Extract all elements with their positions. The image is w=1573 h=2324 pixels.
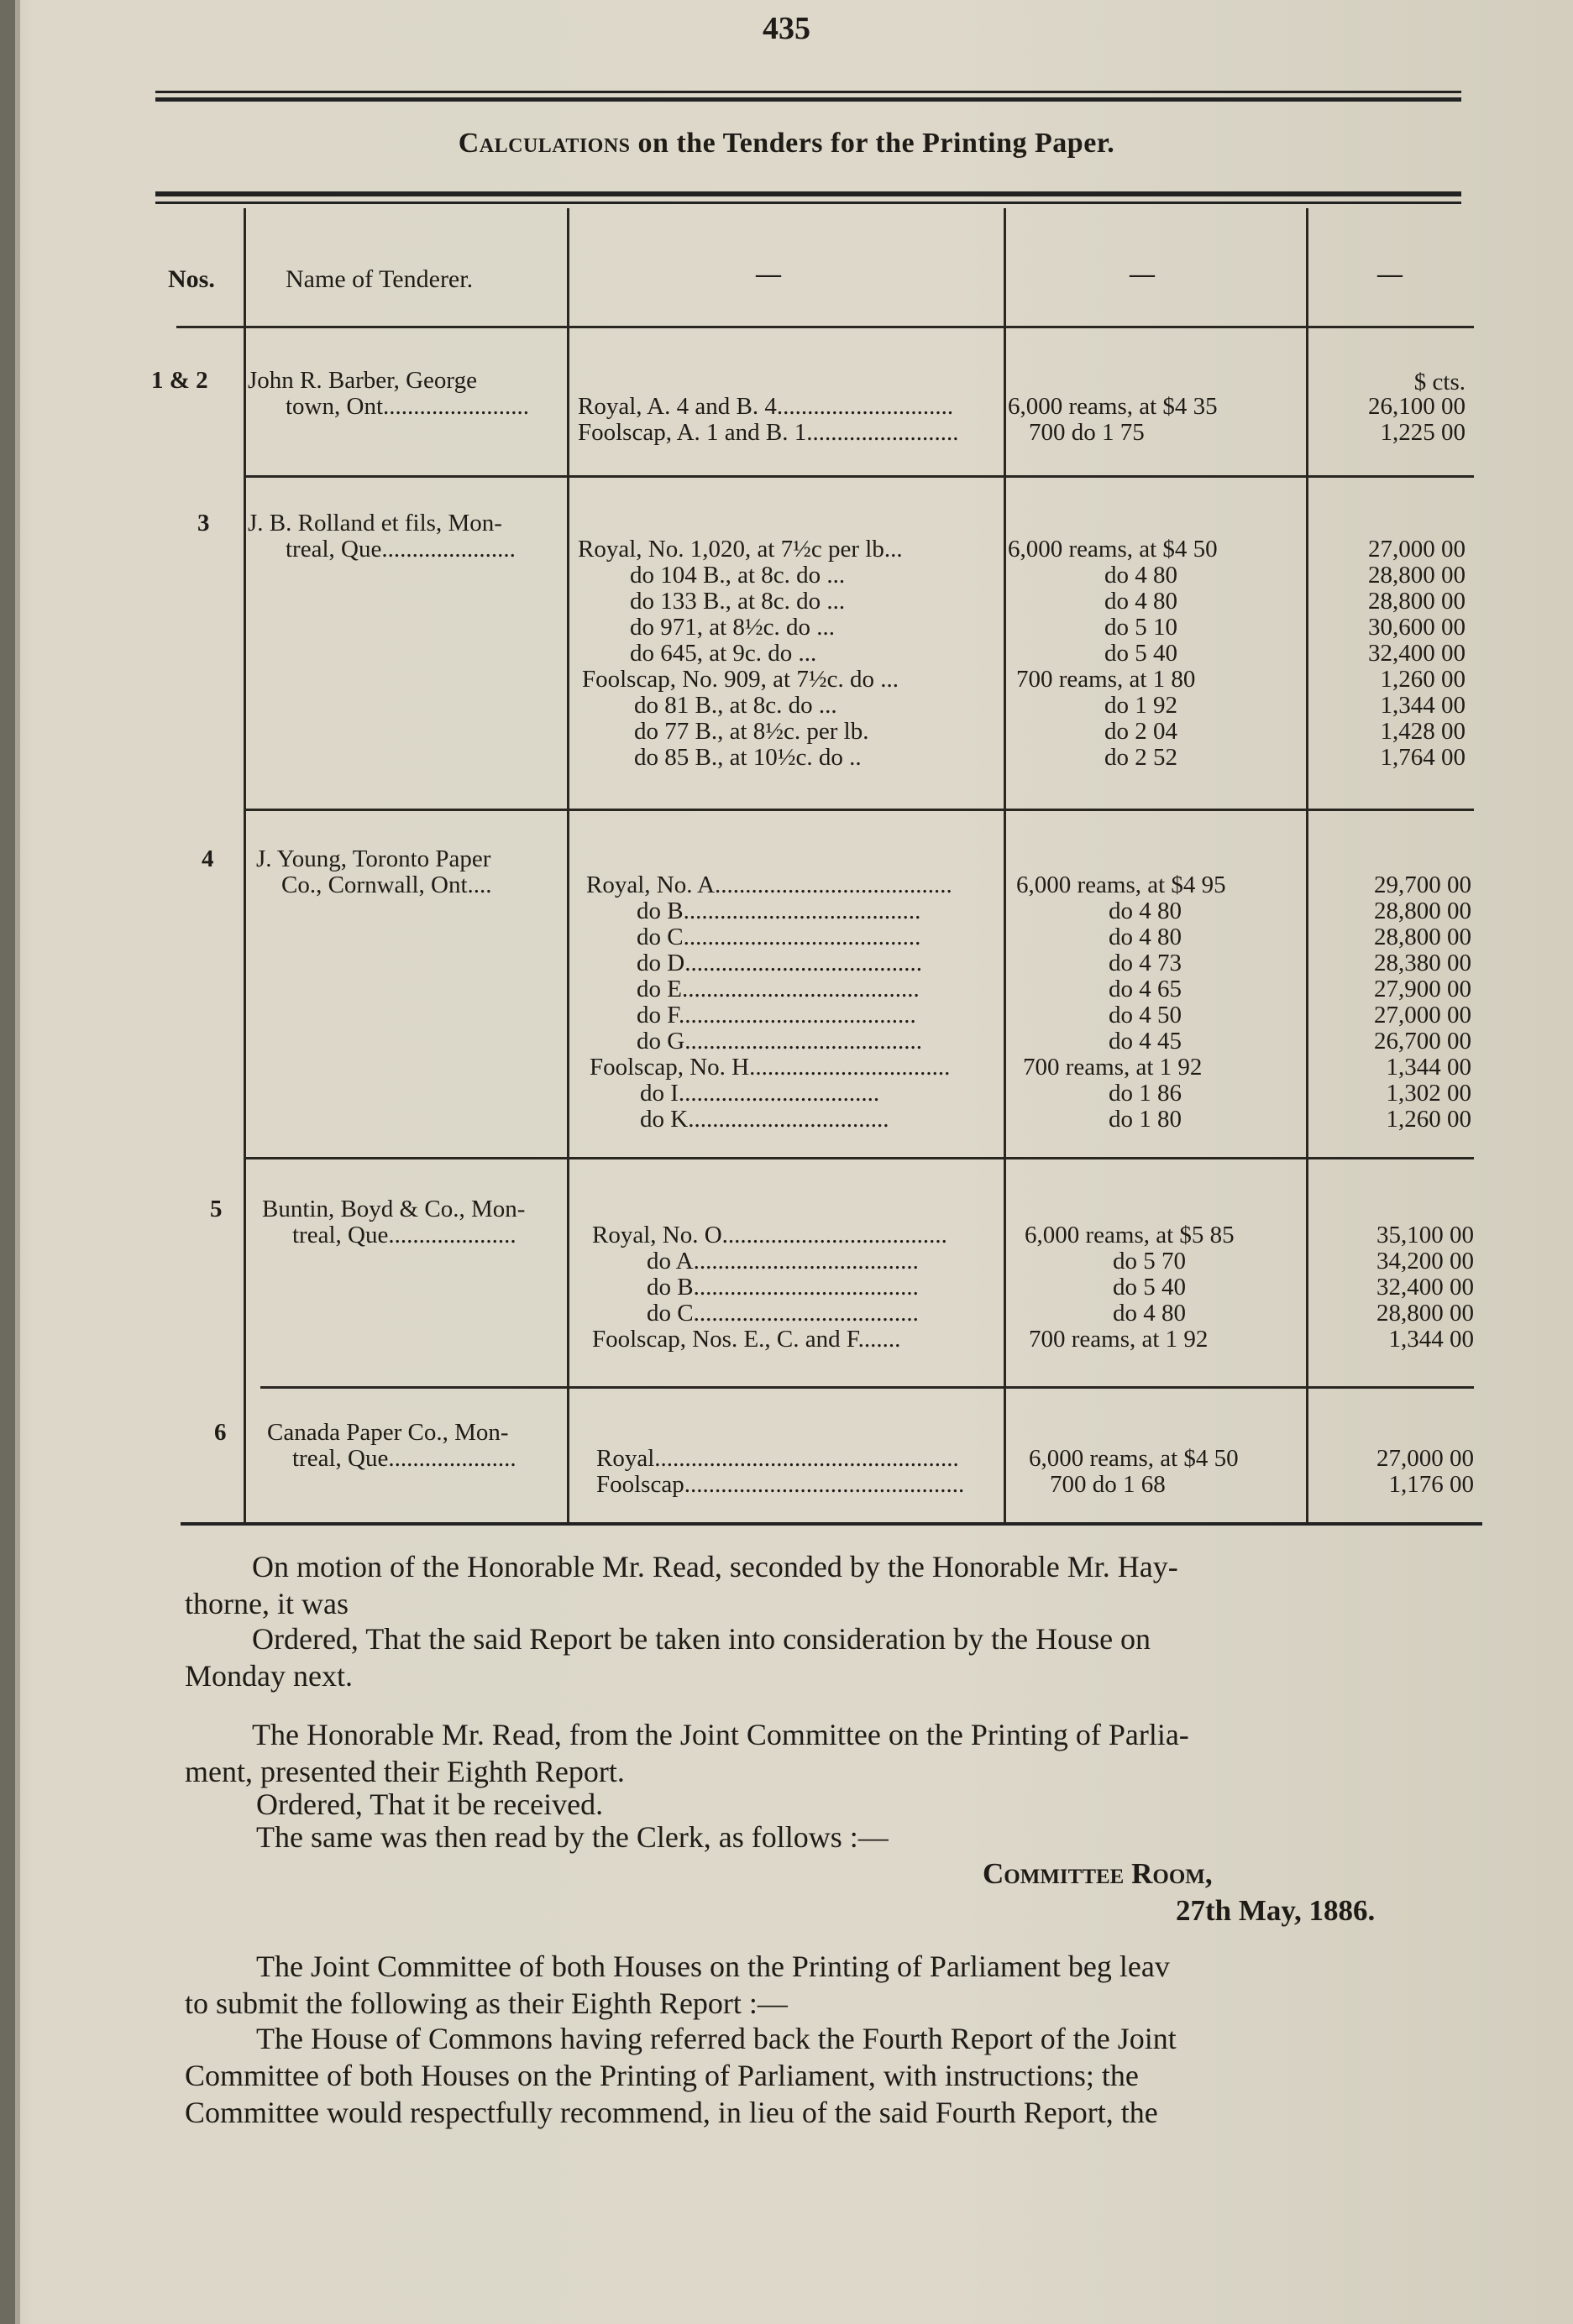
paragraph-commons-line3: Committee would respectfully recommend, in lieu of the said Fourth Report, the <box>185 2096 1158 2129</box>
item-qty: do 4 50 <box>1109 1002 1182 1029</box>
item-total: 1,344 00 <box>1386 1054 1471 1081</box>
paragraph-ordered-line2: Monday next. <box>185 1659 353 1693</box>
paragraph-commons-line2: Committee of both Houses on the Printing of Parliament, with instructions; the <box>185 2059 1139 2092</box>
item-total: 32,400 00 <box>1368 640 1466 667</box>
item-qty: do 5 70 <box>1113 1248 1186 1275</box>
item-desc: do 971, at 8½c. do ... <box>630 614 836 641</box>
table-bottom-rule <box>181 1522 1482 1526</box>
tenderer-name: Canada Paper Co., Mon- <box>267 1419 509 1446</box>
header-nos: Nos. <box>168 265 215 293</box>
item-qty: do 4 80 <box>1113 1300 1186 1327</box>
item-desc: do 81 B., at 8c. do ... <box>634 692 837 719</box>
item-qty: do 1 92 <box>1104 692 1177 719</box>
item-total: 1,225 00 <box>1380 419 1466 446</box>
group-no: 1 & 2 <box>151 367 208 394</box>
item-desc: do I................................. <box>640 1080 880 1107</box>
item-qty: 6,000 reams, at $4 95 <box>1016 872 1226 898</box>
item-qty: do 4 73 <box>1109 950 1182 976</box>
item-qty: do 2 52 <box>1104 744 1177 771</box>
item-total: 34,200 00 <box>1376 1248 1474 1275</box>
item-total: 1,344 00 <box>1380 692 1466 719</box>
paragraph-committee-line2: to submit the following as their Eighth Report :— <box>185 1986 788 2020</box>
table-top-rule <box>155 191 1461 196</box>
item-qty: 700 reams, at 1 92 <box>1029 1326 1209 1353</box>
paragraph-ordered-line1: Ordered, That the said Report be taken into consideration by the House on <box>252 1622 1151 1656</box>
group-rule <box>244 475 1474 478</box>
item-total: 27,000 00 <box>1368 536 1466 563</box>
tenders-table <box>151 208 1474 1531</box>
item-desc: do 77 B., at 8½c. per lb. <box>634 718 869 745</box>
item-desc: Foolscap, Nos. E., C. and F....... <box>592 1326 901 1353</box>
table-title <box>0 128 1573 160</box>
item-qty: 6,000 reams, at $4 50 <box>1029 1445 1239 1472</box>
item-desc: do C....................................... <box>637 924 921 950</box>
item-total: 1,764 00 <box>1380 744 1466 771</box>
tenderer-name: treal, Que...................... <box>286 536 516 563</box>
item-total: 1,260 00 <box>1380 666 1466 693</box>
col-divider-4 <box>1306 208 1308 1524</box>
item-total: 26,100 00 <box>1368 393 1466 420</box>
item-qty: do 1 80 <box>1109 1106 1182 1133</box>
item-desc: Royal, No. 1,020, at 7½c per lb... <box>578 536 903 563</box>
item-desc: do 85 B., at 10½c. do .. <box>634 744 862 771</box>
item-qty: 700 do 1 75 <box>1029 419 1145 446</box>
group-no: 6 <box>214 1419 227 1446</box>
tenderer-name: Co., Cornwall, Ont.... <box>281 872 492 898</box>
item-total: 32,400 00 <box>1376 1274 1474 1301</box>
item-total: 28,800 00 <box>1368 588 1466 615</box>
group-rule <box>260 1386 1474 1389</box>
paragraph-report-line2: ment, presented their Eighth Report. <box>185 1755 625 1788</box>
item-desc: Foolscap.............................................. <box>596 1471 965 1498</box>
item-desc: Royal.................................................. <box>596 1445 959 1472</box>
currency-header: $ cts. <box>1413 369 1466 395</box>
item-qty: do 5 10 <box>1104 614 1177 641</box>
item-desc: Royal, A. 4 and B. 4............................. <box>578 393 954 420</box>
header-name: Name of Tenderer. <box>286 265 474 293</box>
item-qty: do 4 65 <box>1109 976 1182 1002</box>
item-desc: Foolscap, A. 1 and B. 1......................... <box>578 419 959 446</box>
item-qty: do 2 04 <box>1104 718 1177 745</box>
item-qty: 700 reams, at 1 80 <box>1016 666 1196 693</box>
header-col3: — <box>756 260 781 288</box>
group-rule <box>244 809 1474 811</box>
group-no: 4 <box>202 845 214 872</box>
paragraph-received: Ordered, That it be received. <box>256 1787 604 1821</box>
paragraph-report-line1: The Honorable Mr. Read, from the Joint Committee on the Printing of Parlia- <box>252 1718 1189 1751</box>
item-qty: do 4 80 <box>1109 898 1182 924</box>
item-total: 28,800 00 <box>1374 898 1471 924</box>
item-total: 1,302 00 <box>1386 1080 1471 1107</box>
item-total: 26,700 00 <box>1374 1028 1471 1055</box>
item-qty: 6,000 reams, at $4 50 <box>1008 536 1218 563</box>
group-rule <box>244 1157 1474 1159</box>
paragraph-motion-line1: On motion of the Honorable Mr. Read, seconded by the Honorable Mr. Hay- <box>252 1550 1178 1583</box>
item-desc: do 104 B., at 8c. do ... <box>630 562 846 589</box>
book-spine <box>0 0 15 2324</box>
report-date: 27th May, 1886. <box>1176 1894 1376 1927</box>
item-total: 28,800 00 <box>1374 924 1471 950</box>
header-rule <box>176 326 1474 328</box>
item-qty: do 4 80 <box>1104 588 1177 615</box>
col-divider-3 <box>1004 208 1006 1524</box>
tenderer-name: treal, Que..................... <box>292 1445 516 1472</box>
top-rule-thick <box>155 97 1461 102</box>
item-desc: Foolscap, No. 909, at 7½c. do ... <box>582 666 899 693</box>
tenderer-name: J. Young, Toronto Paper <box>256 845 491 872</box>
committee-room: Committee Room, <box>983 1857 1213 1890</box>
item-qty: do 1 86 <box>1109 1080 1182 1107</box>
item-desc: do B....................................... <box>637 898 921 924</box>
tenderer-name: treal, Que..................... <box>292 1222 516 1248</box>
paragraph-committee-line1: The Joint Committee of both Houses on the Printing of Parliament beg leav <box>256 1950 1170 1983</box>
item-total: 28,800 00 <box>1368 562 1466 589</box>
item-desc: Royal, No. A....................................... <box>586 872 952 898</box>
paragraph-read: The same was then read by the Clerk, as follows :— <box>256 1820 889 1854</box>
item-qty: 700 do 1 68 <box>1050 1471 1166 1498</box>
tenderer-name: J. B. Rolland et fils, Mon- <box>248 510 502 537</box>
col-divider-2 <box>567 208 569 1524</box>
item-desc: do C..................................... <box>647 1300 919 1327</box>
item-qty: do 5 40 <box>1104 640 1177 667</box>
item-total: 29,700 00 <box>1374 872 1471 898</box>
item-qty: 6,000 reams, at $4 35 <box>1008 393 1218 420</box>
item-total: 1,176 00 <box>1388 1471 1474 1498</box>
item-total: 28,800 00 <box>1376 1300 1474 1327</box>
paragraph-commons-line1: The House of Commons having referred back the Fourth Report of the Joint <box>256 2022 1177 2055</box>
table-title-smallcaps: Calculations <box>458 128 631 159</box>
tenderer-name: Buntin, Boyd & Co., Mon- <box>262 1196 526 1222</box>
top-rule <box>155 91 1461 93</box>
item-total: 1,344 00 <box>1388 1326 1474 1353</box>
item-desc: do A..................................... <box>647 1248 919 1275</box>
item-total: 27,900 00 <box>1374 976 1471 1002</box>
item-total: 28,380 00 <box>1374 950 1471 976</box>
table-top-rule-thin <box>155 202 1461 204</box>
item-total: 30,600 00 <box>1368 614 1466 641</box>
item-total: 27,000 00 <box>1376 1445 1474 1472</box>
item-qty: do 4 80 <box>1109 924 1182 950</box>
item-desc: do D....................................... <box>637 950 922 976</box>
item-desc: do 133 B., at 8c. do ... <box>630 588 846 615</box>
table-title-rest: on the Tenders for the Printing Paper. <box>630 128 1115 159</box>
item-qty: do 5 40 <box>1113 1274 1186 1301</box>
item-total: 1,428 00 <box>1380 718 1466 745</box>
item-desc: do F....................................... <box>637 1002 916 1029</box>
item-qty: do 4 45 <box>1109 1028 1182 1055</box>
item-desc: do B..................................... <box>647 1274 919 1301</box>
item-total: 35,100 00 <box>1376 1222 1474 1248</box>
item-total: 27,000 00 <box>1374 1002 1471 1029</box>
item-desc: Royal, No. O..................................... <box>592 1222 947 1248</box>
item-qty: 700 reams, at 1 92 <box>1023 1054 1203 1081</box>
paragraph-motion-line2: thorne, it was <box>185 1587 349 1620</box>
group-no: 3 <box>197 510 210 537</box>
item-desc: do K................................. <box>640 1106 889 1133</box>
item-desc: do 645, at 9c. do ... <box>630 640 817 667</box>
item-desc: do G....................................... <box>637 1028 922 1055</box>
item-desc: Foolscap, No. H................................. <box>590 1054 951 1081</box>
item-qty: 6,000 reams, at $5 85 <box>1025 1222 1235 1248</box>
item-desc: do E....................................... <box>637 976 920 1002</box>
header-col4: — <box>1130 260 1155 288</box>
col-divider-1 <box>244 208 246 1524</box>
book-spine-edge <box>15 0 20 2324</box>
tenderer-name: town, Ont........................ <box>286 393 529 420</box>
group-no: 5 <box>210 1196 223 1222</box>
header-col5: — <box>1377 260 1403 288</box>
item-qty: do 4 80 <box>1104 562 1177 589</box>
item-total: 1,260 00 <box>1386 1106 1471 1133</box>
tenderer-name: John R. Barber, George <box>248 367 477 394</box>
page-number: 435 <box>763 11 810 46</box>
